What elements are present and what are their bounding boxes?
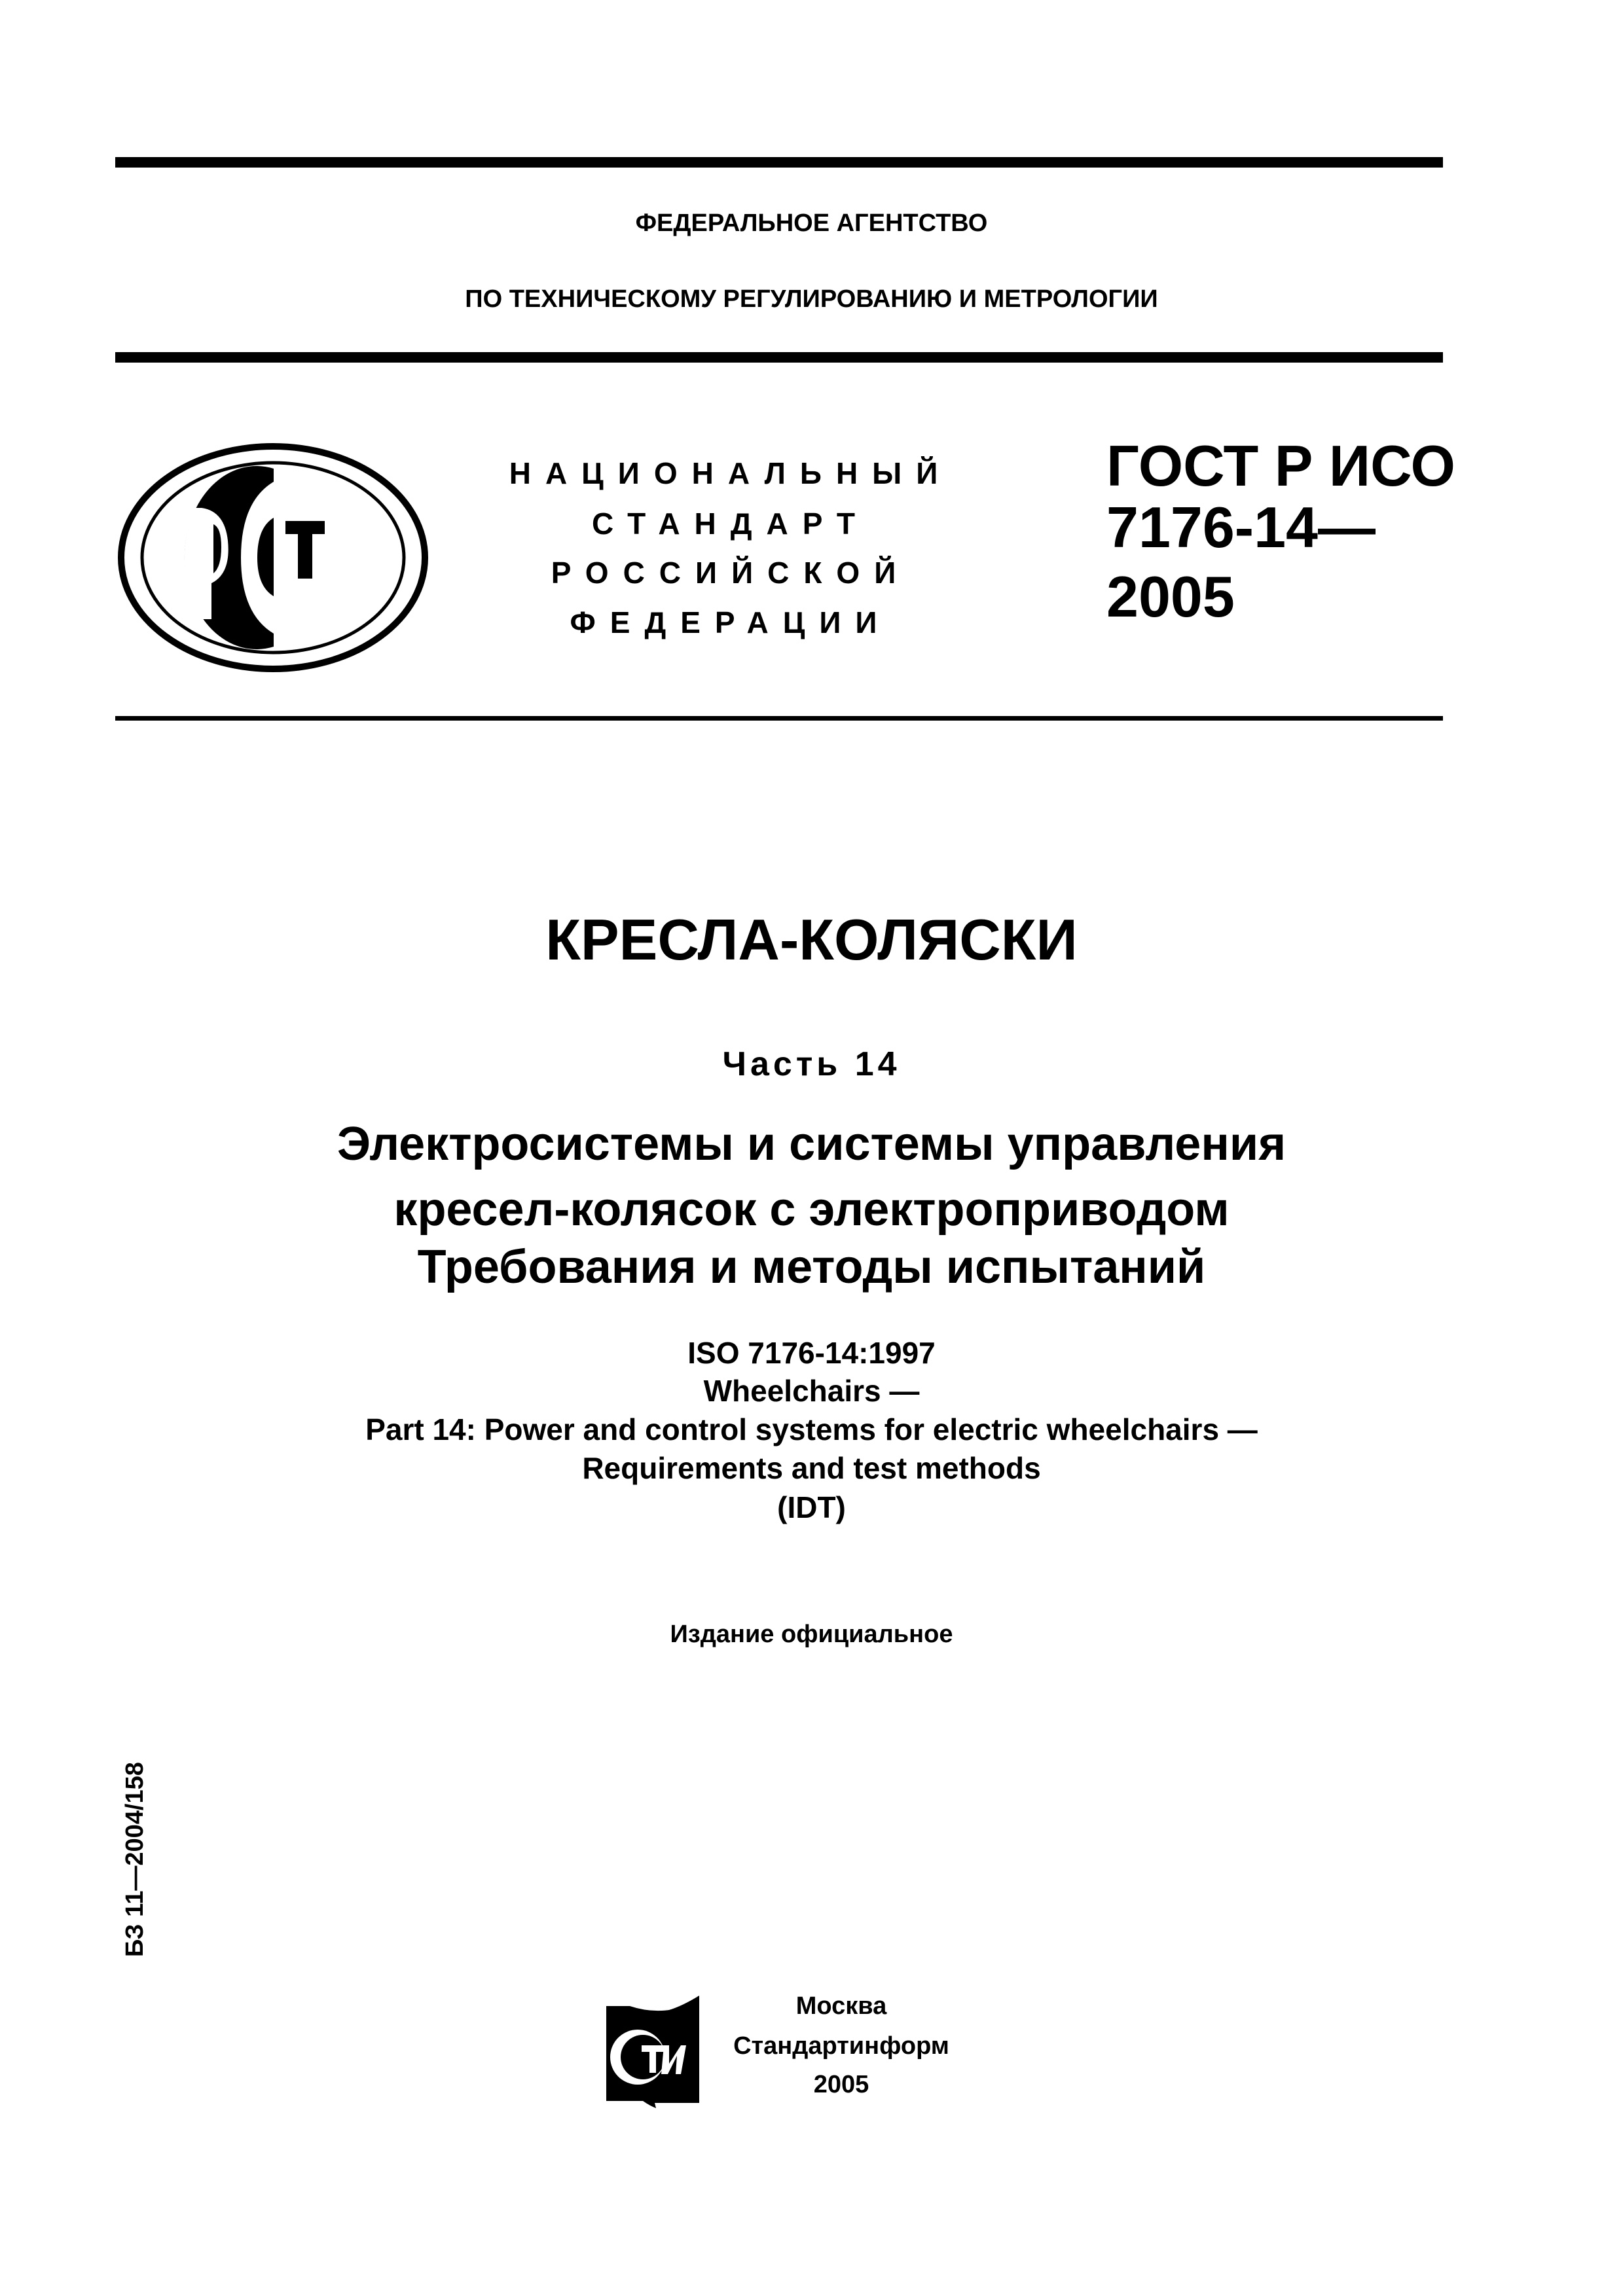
national-line-3: РОССИЙСКОЙ [551,556,911,590]
national-line-2: СТАНДАРТ [592,507,869,541]
designation-line-3: 2005 [1106,564,1235,629]
document-title: КРЕСЛА-КОЛЯСКИ [545,907,1078,972]
top-rule [115,157,1443,168]
subtitle-line-3: Требования и методы испытаний [417,1241,1206,1293]
designation-line-2: 7176-14— [1106,495,1376,560]
publisher-city: Москва [795,1992,887,2020]
agency-line-1: ФЕДЕРАЛЬНОЕ АГЕНТСТВО [635,209,988,237]
standartinform-logo [604,1993,702,2111]
designation-line-1: ГОСТ Р ИСО [1106,433,1455,498]
block-rule [115,716,1443,721]
edition-label: Издание официальное [670,1621,953,1648]
iso-line-4: Requirements and test methods [582,1451,1041,1485]
iso-line-5: (IDT) [777,1490,846,1524]
publisher-name: Стандартинформ [733,2032,949,2060]
rst-logo [117,442,429,673]
side-code: БЗ 11—2004/158 [121,1762,149,1957]
iso-line-2: Wheelchairs — [703,1374,920,1408]
subtitle-line-1: Электросистемы и системы управления [337,1118,1286,1170]
header-rule [115,352,1443,363]
part-label: Часть 14 [722,1045,901,1083]
iso-line-1: ISO 7176-14:1997 [687,1336,936,1370]
national-line-1: НАЦИОНАЛЬНЫЙ [509,456,953,490]
national-line-4: ФЕДЕРАЦИИ [570,605,892,639]
agency-line-2: ПО ТЕХНИЧЕСКОМУ РЕГУЛИРОВАНИЮ И МЕТРОЛОГИИ [465,285,1158,313]
iso-line-3: Part 14: Power and control systems for electric wheelchairs — [365,1412,1258,1446]
subtitle-line-2: кресел-колясок с электроприводом [393,1183,1230,1236]
publisher-year: 2005 [813,2071,869,2098]
